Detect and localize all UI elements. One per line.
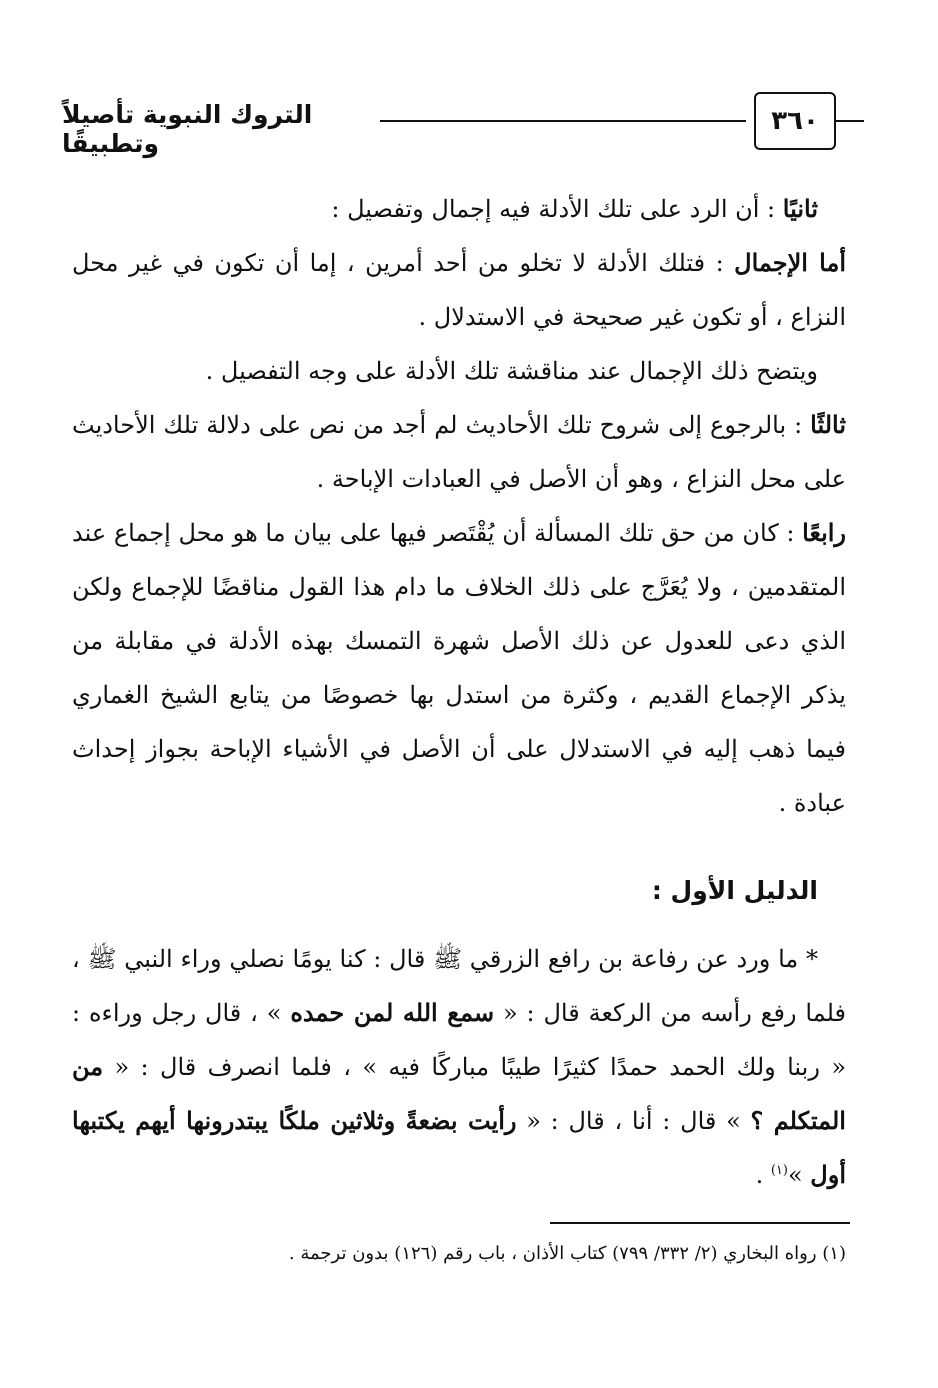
hadith-text: » bbox=[787, 1161, 811, 1189]
footnote-ref[interactable]: (١) bbox=[770, 1163, 788, 1178]
hadith-text: » ، قال رجل وراءه : « ربنا ولك الحمد حمدًا كثيرًا طيبًا مباركًا فيه » ، فلما انصرف قال : « bbox=[72, 999, 846, 1081]
hadith-text: . bbox=[755, 1161, 771, 1189]
page-header bbox=[62, 86, 844, 156]
hadith-quote: من المتكلم ؟ bbox=[72, 1052, 846, 1135]
header-rule bbox=[380, 120, 746, 122]
footnote-divider bbox=[550, 1222, 850, 1224]
paragraph-general bbox=[72, 236, 846, 344]
header-rule-tick bbox=[836, 120, 864, 122]
paragraph-text: : بالرجوع إلى شروح تلك الأحاديث لم أجد من نص على دلالة تلك الأحاديث على محل النزاع ، وهو أن الأصل في العبادات الإباحة . bbox=[72, 411, 846, 493]
paragraph-clarification bbox=[72, 344, 846, 398]
page-body bbox=[72, 182, 846, 1202]
hadith-text: » قال : أنا ، قال : « bbox=[516, 1107, 751, 1135]
hadith-quote: رأيت بضعةً وثلاثين ملكًا يبتدرونها أيهم يكتبها أول bbox=[72, 1106, 846, 1189]
spacer bbox=[72, 830, 846, 844]
paragraph-text: : كان من حق تلك المسألة أن يُقْتَصر فيها على بيان ما هو محل إجماع عند المتقدمين ، ولا يُعَرَّج على ذلك الخلاف ما دام هذا القول مناقضًا للإجماع ولكن الذي دعى للعدول عن ذلك الأصل شهرة التمسك بهذه الأدلة في مقابلة من يذكر الإجماع القديم ، وكثرة من استدل بها خصوصًا من يتابع الشيخ الغماري فيما ذهب إليه في الاستدلال على أن الأصل في الأشياء الإباحة بجواز إحداث عبادة . bbox=[72, 519, 846, 817]
paragraph-hadith bbox=[72, 932, 846, 1202]
hadith-text: * ما ورد عن رفاعة بن رافع الزرقي ﷺ قال : كنا يومًا نصلي وراء النبي ﷺ ، فلما رفع رأسه من الركعة قال : « bbox=[72, 945, 846, 1027]
paragraph-text: ويتضح ذلك الإجمال عند مناقشة تلك الأدلة على وجه التفصيل . bbox=[205, 357, 818, 385]
section-heading: الدليل الأول : bbox=[651, 876, 818, 905]
paragraph-thirdly bbox=[72, 398, 846, 506]
paragraph-lead: أما الإجمال bbox=[734, 248, 846, 277]
paragraph-lead: ثانيًا bbox=[782, 194, 818, 223]
running-title: التروك النبوية تأصيلاً وتطبيقًا bbox=[62, 100, 313, 158]
paragraph-text: : أن الرد على تلك الأدلة فيه إجمال وتفصيل : bbox=[331, 195, 783, 223]
paragraph-text: : فتلك الأدلة لا تخلو من أحد أمرين ، إما أن تكون في غير محل النزاع ، أو تكون غير صحيحة في الاستدلال . bbox=[72, 249, 846, 331]
page-number: ٣٦٠ bbox=[771, 106, 819, 136]
page-number-box bbox=[754, 92, 836, 150]
paragraph-lead: ثالثًا bbox=[810, 410, 846, 439]
footnote: (١) رواه البخاري (٢/ ٣٣٢/ ٧٩٩) كتاب الأذان ، باب رقم (١٢٦) بدون ترجمة . bbox=[288, 1243, 846, 1264]
paragraph-secondly bbox=[72, 182, 846, 236]
spacer bbox=[72, 918, 846, 932]
hadith-quote: سمع الله لمن حمده bbox=[290, 998, 495, 1027]
paragraph-lead: رابعًا bbox=[802, 518, 846, 547]
paragraph-fourthly bbox=[72, 506, 846, 830]
